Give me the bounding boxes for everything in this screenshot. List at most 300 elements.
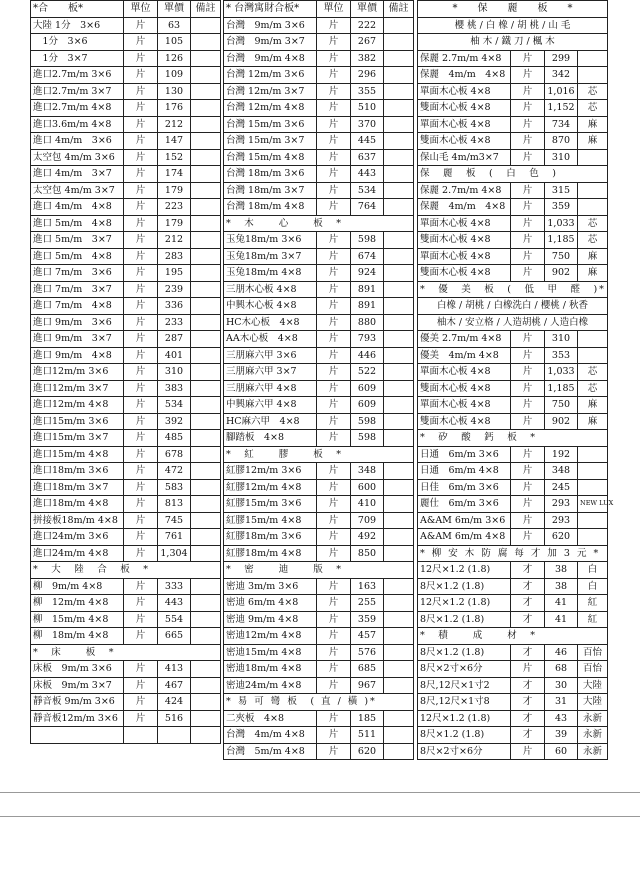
table-cell (158, 727, 191, 744)
table-cell: 進口 5m/m 4×8 (31, 248, 124, 265)
table-cell: 紅膠15m/m 4×8 (224, 512, 317, 529)
table-cell (191, 463, 221, 480)
table-cell: 383 (158, 380, 191, 397)
table-cell: 進口 4m/m 4×8 (31, 199, 124, 216)
table-cell: 8尺,12尺×1寸8 (418, 694, 511, 711)
table-cell: 玉兔18m/m 4×8 (224, 265, 317, 282)
table-row (224, 67, 414, 84)
table-cell: 287 (158, 331, 191, 348)
section-row (418, 298, 608, 315)
table-row (224, 182, 414, 199)
table-cell (578, 512, 608, 529)
table-row (418, 133, 608, 150)
table-cell: 392 (158, 413, 191, 430)
table-cell: 密迪 9m/m 4×8 (224, 611, 317, 628)
table-cell: 516 (158, 710, 191, 727)
table-cell: 台灣 5m/m 4×8 (224, 743, 317, 760)
table-cell: 片 (124, 364, 158, 381)
table-cell (31, 727, 124, 744)
table-cell (384, 496, 414, 513)
table-cell: 單面木心板 4×8 (418, 215, 511, 232)
table-cell: 41 (545, 595, 578, 612)
table-cell: 472 (158, 463, 191, 480)
table-cell: 1,033 (545, 215, 578, 232)
table-cell: 單面木心板 4×8 (418, 248, 511, 265)
table-cell: 413 (158, 661, 191, 678)
table-cell (384, 265, 414, 282)
table-row (224, 397, 414, 414)
table-cell (191, 611, 221, 628)
table-row (418, 578, 608, 595)
table-cell: 片 (124, 331, 158, 348)
table-row (31, 149, 221, 166)
table-row (224, 430, 414, 447)
table-cell: 片 (124, 479, 158, 496)
table-cell (191, 83, 221, 100)
table-row (31, 232, 221, 249)
table-cell: 三朋麻六甲 3×7 (224, 364, 317, 381)
empty-row (31, 727, 221, 744)
table-row (418, 446, 608, 463)
table-cell: 8尺×2寸×6分 (418, 743, 511, 760)
table-cell: 片 (511, 133, 545, 150)
table-cell: 腳踏板 4×8 (224, 430, 317, 447)
table-cell: 片 (511, 331, 545, 348)
table-cell: 609 (351, 380, 384, 397)
table-cell (578, 347, 608, 364)
table-cell: 239 (158, 281, 191, 298)
table-cell: 台灣 18m/m 4×8 (224, 199, 317, 216)
section-row (418, 34, 608, 51)
table-cell: 1分 3×7 (31, 50, 124, 67)
table-cell (384, 364, 414, 381)
table-cell: 片 (124, 314, 158, 331)
table-cell: 457 (351, 628, 384, 645)
table-row (31, 710, 221, 727)
table-row (31, 133, 221, 150)
table-cell: 222 (351, 17, 384, 34)
table-cell: A&AM 6m/m 3×6 (418, 512, 511, 529)
table-cell: 麗仕 6m/m 3×6 (418, 496, 511, 513)
table-cell: 223 (158, 199, 191, 216)
table-cell: A&AM 6m/m 4×8 (418, 529, 511, 546)
table-cell: 片 (317, 479, 351, 496)
table-cell: 進口 4m/m 3×7 (31, 166, 124, 183)
table-cell (191, 446, 221, 463)
table-row (224, 595, 414, 612)
table-row (224, 199, 414, 216)
table-cell: 30 (545, 677, 578, 694)
table-cell: 片 (511, 248, 545, 265)
table-row (418, 529, 608, 546)
table-cell: 芯 (578, 83, 608, 100)
table-cell: 進口 7m/m 3×6 (31, 265, 124, 282)
table-cell: 8尺×1.2 (1.8) (418, 644, 511, 661)
table-row (31, 446, 221, 463)
table-cell: 片 (124, 265, 158, 282)
table-cell: 880 (351, 314, 384, 331)
section-row (418, 430, 608, 447)
table-cell: 片 (511, 496, 545, 513)
table-cell: 750 (545, 397, 578, 414)
table-row (31, 248, 221, 265)
table-cell: 245 (545, 479, 578, 496)
section-heading: * 優 美 板 ( 低 甲 醛 )* (418, 281, 608, 298)
table-cell (384, 199, 414, 216)
table-cell (384, 281, 414, 298)
table-cell (384, 232, 414, 249)
table-cell: 8尺×1.2 (1.8) (418, 727, 511, 744)
table-cell: 片 (317, 347, 351, 364)
table-cell (578, 50, 608, 67)
table-row (418, 265, 608, 282)
table-cell: 39 (545, 727, 578, 744)
table-cell (191, 67, 221, 84)
table-cell: 片 (317, 331, 351, 348)
table-row (31, 595, 221, 612)
table-row (224, 232, 414, 249)
table-cell (384, 50, 414, 67)
table-cell: 38 (545, 562, 578, 579)
section-heading: * 床 板 * (31, 644, 221, 661)
table-row (31, 347, 221, 364)
table-cell: 單位 (124, 1, 158, 18)
table-cell: 105 (158, 34, 191, 51)
table-row (418, 100, 608, 117)
table-row (31, 100, 221, 117)
table-cell: 片 (317, 545, 351, 562)
table-cell (191, 677, 221, 694)
table-cell: 片 (317, 743, 351, 760)
table-cell: 片 (124, 512, 158, 529)
table-cell (384, 677, 414, 694)
table-row (224, 100, 414, 117)
section-heading: * 柳 安 木 防 腐 每 才 加 3 元 * (418, 545, 608, 562)
table-cell: 60 (545, 743, 578, 760)
table-cell: 510 (351, 100, 384, 117)
table-cell: 才 (511, 611, 545, 628)
table-row (224, 545, 414, 562)
table-cell: 8尺×2寸×6分 (418, 661, 511, 678)
table-cell: 進口 5m/m 3×7 (31, 232, 124, 249)
table-cell: 293 (545, 512, 578, 529)
section-row (418, 281, 608, 298)
table-cell: 750 (545, 248, 578, 265)
table-cell: 179 (158, 215, 191, 232)
table-row (224, 611, 414, 628)
table-cell: 日佳 6m/m 3×6 (418, 479, 511, 496)
table-cell: 優美 4m/m 4×8 (418, 347, 511, 364)
table-cell: 片 (124, 149, 158, 166)
table-cell: 片 (124, 100, 158, 117)
table-cell (191, 182, 221, 199)
table-row (31, 116, 221, 133)
table-cell: 片 (124, 281, 158, 298)
table-cell: 雙面木心板 4×8 (418, 380, 511, 397)
table-cell: 百怡 (578, 661, 608, 678)
table-cell: 片 (317, 83, 351, 100)
section-heading: * 密 迪 版 * (224, 562, 414, 579)
table-cell: 中興木心板 4×8 (224, 298, 317, 315)
table-row (31, 182, 221, 199)
section-heading: * 大 陸 合 板 * (31, 562, 221, 579)
table-cell: 片 (317, 397, 351, 414)
table-cell: 芯 (578, 100, 608, 117)
table-cell: 534 (158, 397, 191, 414)
table-row (224, 50, 414, 67)
table-cell (578, 67, 608, 84)
table-cell: 443 (158, 595, 191, 612)
table-cell: 日通 6m/m 4×8 (418, 463, 511, 480)
table-cell: 8尺,12尺×1寸2 (418, 677, 511, 694)
table-row (31, 463, 221, 480)
table-cell: 片 (124, 199, 158, 216)
table-cell (191, 347, 221, 364)
table-cell: 598 (351, 413, 384, 430)
table-cell: 109 (158, 67, 191, 84)
table-cell: 密迪24m/m 4×8 (224, 677, 317, 694)
table-cell (384, 397, 414, 414)
table-cell: 進口 9m/m 4×8 (31, 347, 124, 364)
table-cell: 685 (351, 661, 384, 678)
table-cell: 片 (511, 529, 545, 546)
table-cell (384, 182, 414, 199)
table-cell (578, 149, 608, 166)
table-cell: 台灣 18m/m 3×7 (224, 182, 317, 199)
section-heading: 柚 木 / 鐵 刀 / 楓 木 (418, 34, 608, 51)
table-cell (578, 331, 608, 348)
table-cell: 片 (124, 496, 158, 513)
table-cell: 31 (545, 694, 578, 711)
table-cell: 紅膠18m/m 3×6 (224, 529, 317, 546)
table-cell: 147 (158, 133, 191, 150)
table-cell: 片 (511, 479, 545, 496)
table-cell: 進口2.7m/m 3×7 (31, 83, 124, 100)
table-cell: 348 (545, 463, 578, 480)
table-cell (384, 166, 414, 183)
table-cell: 1,033 (545, 364, 578, 381)
section-heading: * 易 可 彎 板 ( 直 / 橫 )* (224, 694, 414, 711)
table-cell: 片 (124, 83, 158, 100)
table-cell: 924 (351, 265, 384, 282)
table-cell: 342 (545, 67, 578, 84)
table-cell: 雙面木心板 4×8 (418, 100, 511, 117)
table-cell: 片 (317, 298, 351, 315)
table-cell: 片 (511, 661, 545, 678)
table-header-row (224, 1, 414, 18)
table-row (224, 628, 414, 645)
table-cell: 紅 (578, 595, 608, 612)
table-row (31, 281, 221, 298)
table-cell: 柳 18m/m 4×8 (31, 628, 124, 645)
table-cell: 進口24m/m 3×6 (31, 529, 124, 546)
table-row (224, 529, 414, 546)
table-cell: 12尺×1.2 (1.8) (418, 710, 511, 727)
table-cell: 片 (317, 50, 351, 67)
table-cell: 備註 (191, 1, 221, 18)
table-cell: 467 (158, 677, 191, 694)
table-cell: 192 (545, 446, 578, 463)
table-cell: 片 (124, 430, 158, 447)
table-cell (191, 232, 221, 249)
section-row (31, 644, 221, 661)
table-row (31, 17, 221, 34)
section-heading: 櫻 桃 / 白 橡 / 胡 桃 / 山 毛 (418, 17, 608, 34)
table-cell: 764 (351, 199, 384, 216)
table-cell (384, 83, 414, 100)
table-row (224, 149, 414, 166)
table-cell: 370 (351, 116, 384, 133)
table-cell (384, 727, 414, 744)
table-cell (384, 67, 414, 84)
table-cell (191, 545, 221, 562)
table-cell: 348 (351, 463, 384, 480)
table-cell: 片 (124, 380, 158, 397)
table-cell: 1,185 (545, 380, 578, 397)
table-cell (191, 529, 221, 546)
table-cell: 522 (351, 364, 384, 381)
table-cell: 片 (317, 199, 351, 216)
table-cell: 195 (158, 265, 191, 282)
table-row (224, 644, 414, 661)
table-cell: 片 (317, 100, 351, 117)
table-cell: 片 (317, 248, 351, 265)
table-cell: 片 (317, 529, 351, 546)
table-row (31, 512, 221, 529)
table-cell: 才 (511, 710, 545, 727)
table-cell (191, 199, 221, 216)
table-cell: 片 (317, 17, 351, 34)
table-row (418, 611, 608, 628)
table-cell (191, 380, 221, 397)
table-cell: 片 (124, 413, 158, 430)
table-cell: 保山毛 4m/m3×7 (418, 149, 511, 166)
table-cell: 片 (511, 364, 545, 381)
table-cell: 台灣 18m/m 3×6 (224, 166, 317, 183)
table-row (224, 248, 414, 265)
table-row (224, 116, 414, 133)
table-cell: 片 (124, 166, 158, 183)
table-cell (384, 463, 414, 480)
table-cell: 進口 7m/m 4×8 (31, 298, 124, 315)
table-row (418, 182, 608, 199)
table-cell: 進口15m/m 4×8 (31, 446, 124, 463)
table-cell: 709 (351, 512, 384, 529)
table-cell: 大陸 (578, 677, 608, 694)
table-cell: 576 (351, 644, 384, 661)
table-cell: 598 (351, 430, 384, 447)
table-cell: 620 (351, 743, 384, 760)
table-cell: 永新 (578, 743, 608, 760)
table-cell (384, 149, 414, 166)
table-cell: 保麗 4m/m 4×8 (418, 199, 511, 216)
table-cell: 永新 (578, 727, 608, 744)
table-cell: 白 (578, 562, 608, 579)
table-cell: 片 (511, 83, 545, 100)
table-cell: 212 (158, 116, 191, 133)
table-cell: 63 (158, 17, 191, 34)
section-row (224, 446, 414, 463)
table-cell: 進口15m/m 3×6 (31, 413, 124, 430)
table-row (31, 628, 221, 645)
table-row (418, 743, 608, 760)
table-cell: 片 (511, 149, 545, 166)
table-cell: NEW LUX (578, 496, 608, 513)
table-cell: 片 (317, 166, 351, 183)
table-cell: 密迪 3m/m 3×6 (224, 578, 317, 595)
table-cell: 310 (158, 364, 191, 381)
table-cell: 片 (124, 397, 158, 414)
table-cell: 密迪12m/m 4×8 (224, 628, 317, 645)
table-cell: 902 (545, 413, 578, 430)
table-cell (124, 727, 158, 744)
table-cell: 1,152 (545, 100, 578, 117)
section-row (418, 166, 608, 183)
table-cell: 台灣 12m/m 3×7 (224, 83, 317, 100)
table-cell: 424 (158, 694, 191, 711)
table-cell (191, 149, 221, 166)
table-cell: 片 (124, 133, 158, 150)
table-cell: 麻 (578, 265, 608, 282)
table-cell: 片 (317, 628, 351, 645)
table-cell: 床板 9m/m 3×7 (31, 677, 124, 694)
table-cell: 單面木心板 4×8 (418, 116, 511, 133)
table-cell: 43 (545, 710, 578, 727)
section-heading: 保 麗 板 ( 白 色 ) (418, 166, 608, 183)
table-cell: 三朋麻六甲 4×8 (224, 380, 317, 397)
table-cell: 片 (317, 149, 351, 166)
table-cell: 761 (158, 529, 191, 546)
table-row (224, 413, 414, 430)
table-cell: 813 (158, 496, 191, 513)
table-row (31, 413, 221, 430)
table-row (224, 347, 414, 364)
table-row (31, 364, 221, 381)
table-cell: 410 (351, 496, 384, 513)
section-heading: * 矽 酸 鈣 板 * (418, 430, 608, 447)
table-cell: 太空包 4m/m 3×6 (31, 149, 124, 166)
table-row (224, 743, 414, 760)
table-cell: 446 (351, 347, 384, 364)
table-cell: 152 (158, 149, 191, 166)
table-cell (384, 380, 414, 397)
table-row (224, 479, 414, 496)
table-cell: 麻 (578, 248, 608, 265)
table-cell (191, 628, 221, 645)
section-row (224, 694, 414, 711)
table-cell: 296 (351, 67, 384, 84)
table-cell: 片 (124, 67, 158, 84)
table-cell (191, 314, 221, 331)
table-cell: 片 (124, 661, 158, 678)
table-cell: 1,185 (545, 232, 578, 249)
table-cell: 麻 (578, 397, 608, 414)
table-cell: 片 (317, 611, 351, 628)
table-row (224, 34, 414, 51)
table-cell: 柳 9m/m 4×8 (31, 578, 124, 595)
table-row (31, 397, 221, 414)
table-row (224, 83, 414, 100)
table-cell: 百怡 (578, 644, 608, 661)
table-cell: 600 (351, 479, 384, 496)
table-cell: 443 (351, 166, 384, 183)
table-cell: 片 (317, 463, 351, 480)
table-cell: 片 (124, 595, 158, 612)
table-row (418, 50, 608, 67)
table-row (224, 17, 414, 34)
table-cell: 片 (511, 413, 545, 430)
table-cell: 台灣 15m/m 3×7 (224, 133, 317, 150)
